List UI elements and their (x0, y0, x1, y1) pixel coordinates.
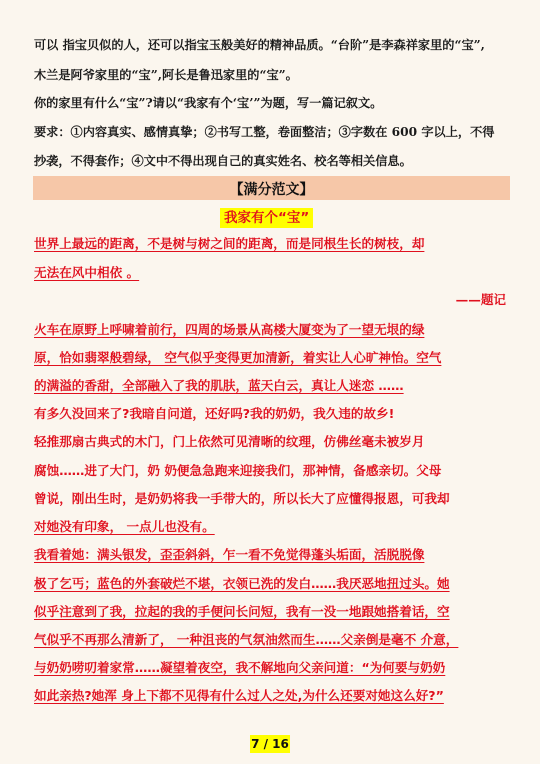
essay-line: 与奶奶唠叨着家常……凝望着夜空，我不解地向父亲问道：“为何要与奶奶 (34, 660, 446, 675)
epigraph-attribution: ——题记 (455, 292, 506, 307)
essay-line: 世界上最远的距离，不是树与树之间的距离，而是同根生长的树枝，却 (34, 236, 425, 251)
essay-line: 极了乞丐；蓝色的外套破烂不堪，衣领已洗的发白……我厌恶地扭过头。她 (34, 576, 450, 591)
intro-requirements-line-1: 要求：①内容真实、感情真挚；②书写工整，卷面整洁；③字数在 600 字以上，不得 (34, 125, 495, 139)
intro-requirements-line-2: 抄袭，不得套作；④文中不得出现自己的真实姓名、校名等相关信息。 (34, 154, 412, 168)
essay-title: 我家有个“宝” (220, 208, 313, 228)
intro-line-1: 可以 指宝贝似的人，还可以指宝玉般美好的精神品质。“台阶”是李森祥家里的“宝”, (34, 38, 485, 52)
intro-line-3: 你的家里有什么“宝”?请以“我家有个‘宝’”为题，写一篇记叙文。 (34, 96, 383, 110)
intro-line-2: 木兰是阿爷家里的“宝”,阿长是鲁迅家里的“宝”。 (34, 68, 298, 82)
essay-line: 火车在原野上呼啸着前行，四周的场景从高楼大厦变为了一望无垠的绿 (34, 322, 425, 337)
essay-line: 我看着她：满头银发，歪歪斜斜，乍一看不免觉得蓬头垢面，活脱脱像 (34, 547, 425, 562)
essay-line: 气似乎不再那么清新了， 一种沮丧的气氛油然而生……父亲倒是毫不 介意， (34, 632, 459, 647)
essay-line: 有多久没回来了?我暗自问道，还好吗?我的奶奶，我久违的故乡! (34, 406, 395, 421)
essay-line: 原，恰如翡翠般碧绿， 空气似乎变得更加清新，着实让人心旷神怡。空气 (34, 350, 442, 365)
essay-line: 对她没有印象， 一点儿也没有。 (34, 519, 215, 534)
page-number: 7 / 16 (251, 737, 289, 751)
essay-line: 腐蚀……进了大门，奶 奶便急急跑来迎接我们，那神情，备感亲切。父母 (34, 463, 442, 478)
section-heading-band (33, 176, 510, 200)
essay-line: 曾说，刚出生时，是奶奶将我一手带大的，所以长大了应懂得报恩，可我却 (34, 491, 450, 506)
essay-line: 似乎注意到了我，拉起的我的手便问长问短，我有一没一地跟她搭着话，空 (34, 604, 450, 619)
essay-line: 无法在风中相依 。 (34, 265, 140, 280)
essay-line: 如此亲热?她浑 身上下都不见得有什么过人之处,为什么还要对她这么好?” (34, 688, 444, 703)
essay-line: 的满溢的香甜，全部融入了我的肌肤，蓝天白云，真让人迷恋 …… (34, 378, 404, 393)
essay-line: 轻推那扇古典式的木门，门上依然可见清晰的纹理，仿佛丝毫未被岁月 (34, 434, 425, 449)
section-heading: 【满分范文】 (229, 182, 314, 198)
